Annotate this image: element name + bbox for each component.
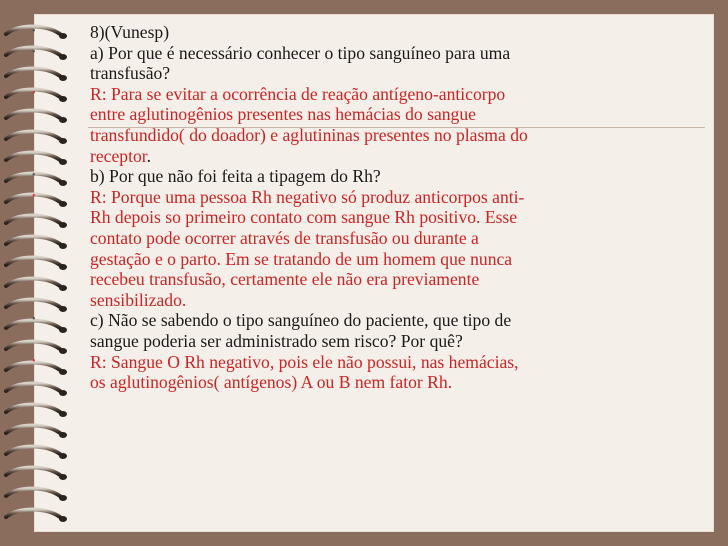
- item-text: [90, 166, 710, 187]
- text-line: receptor.: [90, 145, 152, 166]
- bullet: •: [32, 355, 36, 367]
- question-item: [30, 166, 710, 187]
- text-line: transfusão?: [90, 63, 171, 84]
- bullet: •: [32, 190, 36, 202]
- item-text: [90, 43, 710, 84]
- text-line: a) Por que é necessário conhecer o tipo sanguíneo para uma: [90, 42, 511, 63]
- spiral-coil: [6, 447, 67, 460]
- text-line: os aglutinogênios( antígenos) A ou B nem fator Rh.: [90, 372, 453, 393]
- item-text: [90, 22, 710, 43]
- spiral-coil: [6, 468, 67, 481]
- item-text: [90, 352, 710, 393]
- text-line: R: Porque uma pessoa Rh negativo só produz anticorpos anti-: [90, 186, 525, 207]
- text-line: sangue poderia ser administrado sem risco? Por quê?: [90, 330, 463, 351]
- answer-item: [30, 352, 710, 393]
- text-line: b) Por que não foi feita a tipagem do Rh?: [90, 166, 381, 187]
- trailing-punctuation: .: [146, 145, 152, 166]
- text-line: R: Sangue O Rh negativo, pois ele não possui, nas hemácias,: [90, 351, 519, 372]
- text-line: gestação e o parto. Em se tratando de um homem que nunca: [90, 248, 513, 269]
- question-item: [30, 43, 710, 84]
- slide-content: [30, 22, 710, 393]
- bullet: •: [32, 314, 36, 326]
- bullet: •: [32, 46, 36, 58]
- spiral-coil: [6, 489, 67, 502]
- question-item: [30, 310, 710, 351]
- bullet: •: [32, 26, 36, 37]
- text-line: contato pode ocorrer através de transfusão ou durante a: [90, 227, 479, 248]
- text-line: Rh depois so primeiro contato com sangue Rh positivo. Esse: [90, 207, 518, 228]
- text-line: transfundido( do doador) e aglutininas presentes no plasma do: [90, 124, 528, 145]
- text-line: recebeu transfusão, certamente ele não era previamente: [90, 269, 480, 290]
- text-line: R: Para se evitar a ocorrência de reação antígeno-anticorpo: [90, 83, 506, 104]
- text-line: sensibilizado.: [90, 289, 187, 310]
- answer-item: [30, 84, 710, 166]
- spiral-coil: [6, 405, 67, 418]
- spiral-coil: [6, 426, 67, 439]
- item-text: [90, 310, 710, 351]
- text-line: 8)(Vunesp): [90, 22, 170, 42]
- bullet: •: [32, 87, 36, 99]
- bullet: •: [32, 170, 36, 182]
- question-item: [30, 22, 710, 43]
- spiral-coil: [6, 510, 67, 523]
- item-text: [90, 187, 710, 311]
- item-text: [90, 84, 710, 166]
- text-line: entre aglutinogênios presentes nas hemácias do sangue: [90, 104, 476, 125]
- answer-item: [30, 187, 710, 311]
- text-line: c) Não se sabendo o tipo sanguíneo do paciente, que tipo de: [90, 310, 512, 331]
